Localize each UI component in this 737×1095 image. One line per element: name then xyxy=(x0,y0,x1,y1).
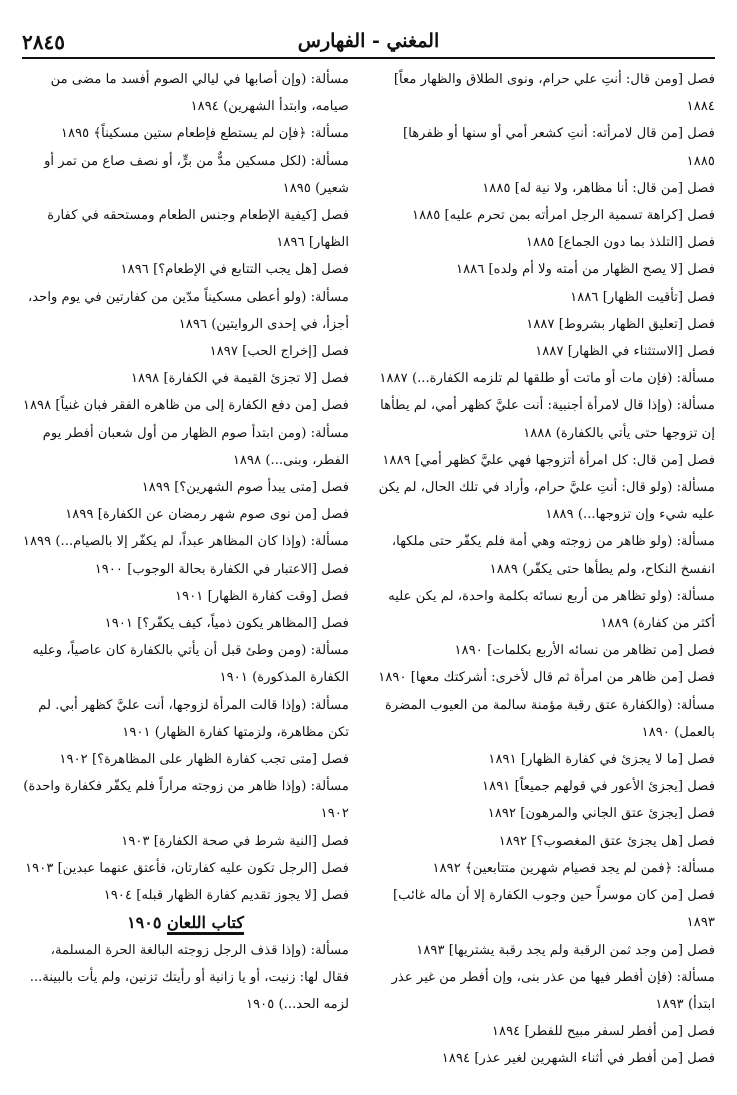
index-entry: مسألة: (فإن أفطر فيها من عذر بنى، وإن أفطر من غير عذر ابتدأ) ١٨٩٣ xyxy=(391,969,715,1012)
index-entry: مسألة: (ولو ظاهر من زوجته وهي أمة فلم يكفّر حتى ملكها، انفسخ النكاح، ولم يطأها حتى يكفّر) ١٨٨٩ xyxy=(391,534,715,577)
index-entry: فصل [من نوى صوم شهر رمضان عن الكفارة] ١٨٩٩ xyxy=(65,507,349,523)
index-entry: مسألة: (وإذا كان المظاهر عبداً، لم يكفّر إلا بالصيام...) ١٨٩٩ xyxy=(22,534,349,550)
index-entry: فصل [الرجل تكون عليه كفارتان، فأعتق عنهما عبدين] ١٩٠٣ xyxy=(25,860,349,876)
index-entry: فصل [كيفية الإطعام وجنس الطعام ومستحقه في كفارة الظهار] ١٨٩٦ xyxy=(47,208,349,251)
index-entry: فصل [يجزئ عتق الجاني والمرهون] ١٨٩٢ xyxy=(487,806,715,822)
index-entry: فصل [هل يجزئ عتق المغصوب؟] ١٨٩٢ xyxy=(498,833,715,849)
index-entry: فصل [كراهة تسمية الرجل امرأته بمن تحرم عليه] ١٨٨٥ xyxy=(412,208,715,224)
header-rule xyxy=(22,57,715,59)
index-entry: فصل [وقت كفارة الظهار] ١٩٠١ xyxy=(175,588,349,604)
index-entry: مسألة: ﴿فمن لم يجد فصيام شهرين متتابعين﴾ ١٨٩٢ xyxy=(432,860,715,876)
index-entry: فصل [متى تجب كفارة الظهار على المظاهرة؟] ١٩٠٢ xyxy=(59,752,349,768)
book-heading xyxy=(22,909,349,936)
page-header xyxy=(22,30,715,56)
index-entry: فصل [من قال لامرأته: أنتِ كشعر أمي أو سنها أو ظفرها] ١٨٨٥ xyxy=(403,126,715,169)
index-entry: مسألة: (لكل مسكين مدٌّ من برٍّ، أو نصف صاع من تمر أو شعير) ١٨٩٥ xyxy=(44,153,349,196)
index-entry: فصل [من قال: أنا مظاهر، ولا نية له] ١٨٨٥ xyxy=(482,180,715,196)
index-entry: مسألة: (وإذا قالت المرأة لزوجها، أنت عليَّ كظهر أبي. لم تكن مظاهرة، ولزمتها كفارة الظهار) ١٩٠١ xyxy=(38,697,349,740)
index-entry: مسألة: ﴿فإن لم يستطع فإطعام ستين مسكيناً﴾ ١٨٩٥ xyxy=(60,126,349,142)
index-entry: مسألة: (وإذا ظاهر من زوجته مراراً فلم يكفّر فكفارة واحدة) ١٩٠٢ xyxy=(23,779,349,822)
running-title: المغني - الفهارس xyxy=(297,30,440,52)
index-entry: فصل [النية شرط في صحة الكفارة] ١٩٠٣ xyxy=(121,833,349,849)
index-entry: فصل [من قال: كل امرأة أتزوجها فهي عليَّ كظهر أمي] ١٨٨٩ xyxy=(382,452,715,468)
index-entry: فصل [من وجد ثمن الرقبة ولم يجد رقبة يشتريها] ١٨٩٣ xyxy=(416,942,715,958)
index-entry: فصل [من أفطر لسفر مبيح للفطر] ١٨٩٤ xyxy=(491,1024,715,1040)
index-entry: فصل [التلذذ بما دون الجماع] ١٨٨٥ xyxy=(525,235,715,251)
index-entry: فصل [من كان موسراً حين وجوب الكفارة إلا أن ماله غائب] ١٨٩٣ xyxy=(393,888,715,931)
index-entry: فصل [هل يجب التتابع في الإطعام؟] ١٨٩٦ xyxy=(120,262,349,278)
index-entry: فصل [لا يجوز تقديم كفارة الظهار قبله] ١٩٠٤ xyxy=(103,888,349,904)
index-entry: فصل [لا تجزئ القيمة في الكفارة] ١٨٩٨ xyxy=(130,371,349,387)
index-entry: فصل [الاعتبار في الكفارة بحالة الوجوب] ١٩٠٠ xyxy=(94,561,349,577)
index-entry: مسألة: (ومن ابتدأ صوم الظهار من أول شعبان أفطر يوم الفطر، وبنى...) ١٨٩٨ xyxy=(42,425,349,468)
index-entry: فصل [ومن قال: أنتِ علي حرام، ونوى الطلاق والظهار معاً] ١٨٨٤ xyxy=(393,72,715,115)
index-entry: فصل [من أفطر في أثناء الشهرين لغير عذر] ١٨٩٤ xyxy=(441,1051,715,1067)
index-entry: فصل [يجزئ الأعور في قولهم جميعاً] ١٨٩١ xyxy=(482,779,715,795)
index-entry: مسألة: (ولو تظاهر من أربع نسائه بكلمة واحدة، لم يكن عليه أكثر من كفارة) ١٨٨٩ xyxy=(388,588,715,632)
index-entry: مسألة: (والكفارة عتق رقبة مؤمنة سالمة من العيوب المضرة بالعمل) ١٨٩٠ xyxy=(385,697,715,740)
index-entry: فصل [من دفع الكفارة إلى من ظاهره الفقر فبان غنياً] ١٨٩٨ xyxy=(22,398,349,414)
index-entry: فصل [تعليق الظهار بشروط] ١٨٨٧ xyxy=(526,316,715,332)
index-entry: فصل [لا يصح الظهار من أمته ولا أم ولده] ١٨٨٦ xyxy=(455,262,715,278)
index-entry: مسألة: (ولو قال: أنتِ عليَّ حرام، وأراد في تلك الحال، لم يكن عليه شيء وإن تزوجها...) ١٨٨٩ xyxy=(378,480,715,523)
index-entry: فصل [تأقيت الظهار] ١٨٨٦ xyxy=(570,289,715,305)
index-entry: فصل [من ظاهر من امرأة ثم قال لأخرى: أشركتك معها] ١٨٩٠ xyxy=(378,670,715,686)
index-entry: فصل [المظاهر يكون ذمياً، كيف يكفّر؟] ١٩٠١ xyxy=(104,616,349,632)
index-entry: فصل [من تظاهر من نسائه الأربع بكلمات] ١٨٩٠ xyxy=(454,643,715,659)
index-entry: فصل [ما لا يجزئ في كفارة الظهار] ١٨٩١ xyxy=(488,752,715,768)
book-heading-title: كتاب اللعان xyxy=(167,913,244,933)
index-column-left xyxy=(22,66,349,1018)
index-entry: فصل [متى يبدأ صوم الشهرين؟] ١٨٩٩ xyxy=(141,480,349,496)
index-entry: مسألة: (وإذا قذف الرجل زوجته البالغة الحرة المسلمة، فقال لها: زنيت، أو يا زانية أو رأيتك تزنين، ولم يأت بالبينة... لزمه الحد...) ١٩٠٥ xyxy=(29,942,349,1012)
index-entry: مسألة: (ولو أعطى مسكيناً مدّين من كفارتين في يوم واحد، أجزأ، في إحدى الروايتين) ١٨٩٦ xyxy=(27,289,349,332)
index-entry: فصل [إخراج الحب] ١٨٩٧ xyxy=(209,344,349,360)
index-entry: فصل [الاستثناء في الظهار] ١٨٨٧ xyxy=(535,344,715,360)
index-entry: مسألة: (وإن أصابها في ليالي الصوم أفسد ما مضى من صيامه، وابتدأ الشهرين) ١٨٩٤ xyxy=(50,72,349,115)
index-entry: مسألة: (وإذا قال لامرأة أجنبية: أنت عليَّ كظهر أمي، لم يطأها إن تزوجها حتى يأتي بالكفارة) ١٨٨٨ xyxy=(380,398,715,441)
index-entry: مسألة: (فإن مات أو ماتت أو طلقها لم تلزمه الكفارة...) ١٨٨٧ xyxy=(379,371,715,387)
book-heading-page: ١٩٠٥ xyxy=(127,913,162,933)
page-number: ٢٨٤٥ xyxy=(22,30,65,54)
index-column-right xyxy=(378,66,715,1073)
index-entry: مسألة: (ومن وطئ قبل أن يأتي بالكفارة كان عاصياً، وعليه الكفارة المذكورة) ١٩٠١ xyxy=(32,643,349,686)
